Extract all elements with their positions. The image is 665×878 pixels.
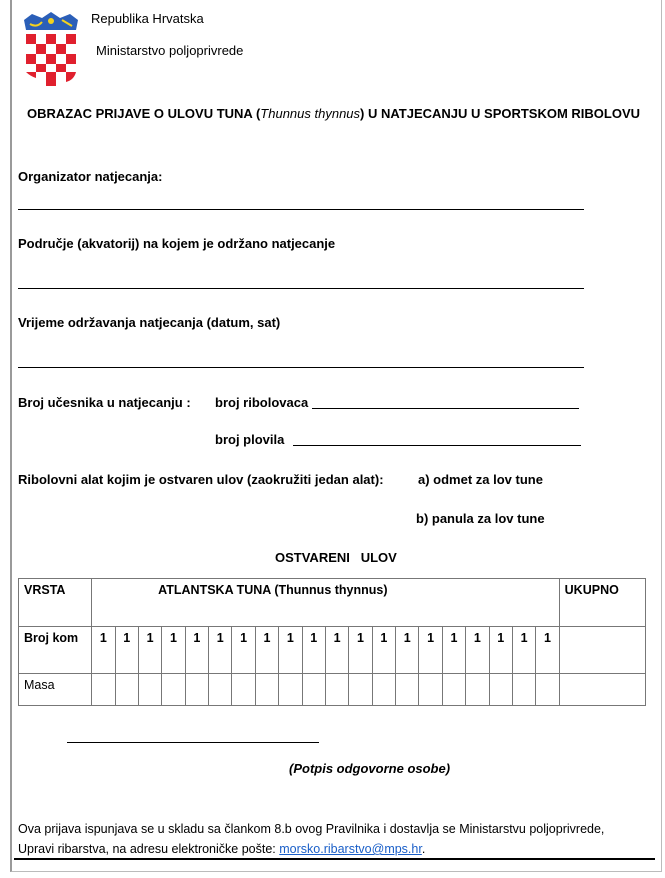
area-input-line[interactable]	[18, 288, 584, 289]
catch-heading: OSTVARENI ULOV	[275, 550, 397, 565]
footer-line-1: Ova prijava ispunjava se u skladu sa člankom 8.b ovog Pravilnika i dostavlja se Ministarstvu poljoprivrede,	[18, 822, 605, 836]
mass-cell[interactable]	[396, 674, 419, 706]
signature-line[interactable]	[67, 742, 319, 743]
participants-label: Broj učesnika u natjecanju :	[18, 395, 191, 410]
mass-cell[interactable]	[512, 674, 535, 706]
title-species: Thunnus thynnus	[260, 106, 361, 121]
count-cell[interactable]: 1	[138, 627, 161, 674]
mass-cell[interactable]	[349, 674, 372, 706]
count-cell[interactable]: 1	[302, 627, 325, 674]
mass-cell[interactable]	[138, 674, 161, 706]
mass-cell[interactable]	[92, 674, 115, 706]
country-name: Republika Hrvatska	[91, 11, 204, 26]
table-row	[19, 627, 646, 674]
anglers-label: broj ribolovaca	[215, 395, 309, 410]
gear-option-a[interactable]: a) odmet za lov tune	[418, 472, 543, 487]
count-cell[interactable]: 1	[255, 627, 278, 674]
count-cell[interactable]: 1	[209, 627, 232, 674]
mass-cell[interactable]	[372, 674, 395, 706]
organizer-input-line[interactable]	[18, 209, 584, 210]
mass-cell[interactable]	[255, 674, 278, 706]
gear-label: Ribolovni alat kojim je ostvaren ulov (zaokružiti jedan alat):	[18, 472, 384, 487]
mass-cell[interactable]	[419, 674, 442, 706]
mass-label: Masa	[19, 674, 92, 706]
vessels-label: broj plovila	[215, 432, 285, 447]
mass-cell[interactable]	[466, 674, 489, 706]
count-cell[interactable]: 1	[372, 627, 395, 674]
count-cell[interactable]: 1	[512, 627, 535, 674]
mass-cell[interactable]	[489, 674, 512, 706]
area-label: Područje (akvatorij) na kojem je održano natjecanje	[18, 236, 336, 251]
mass-cell[interactable]	[536, 674, 559, 706]
time-input-line[interactable]	[18, 367, 584, 368]
species-name: ATLANTSKA TUNA (Thunnus thynnus)	[92, 579, 560, 627]
total-cell[interactable]	[559, 674, 645, 706]
count-label: Broj kom	[19, 627, 92, 674]
count-cell[interactable]: 1	[419, 627, 442, 674]
ministry-name: Ministarstvo poljoprivrede	[96, 43, 244, 58]
email-link[interactable]: morsko.ribarstvo@mps.hr	[279, 842, 422, 856]
organizer-label: Organizator natjecanja:	[18, 169, 163, 184]
count-cell[interactable]: 1	[115, 627, 138, 674]
mass-cell[interactable]	[279, 674, 302, 706]
mass-cell[interactable]	[302, 674, 325, 706]
count-cell[interactable]: 1	[162, 627, 185, 674]
croatian-coat-of-arms-icon	[22, 10, 80, 88]
count-cell[interactable]: 1	[396, 627, 419, 674]
anglers-input-line[interactable]	[312, 408, 579, 409]
footer-line-2	[18, 842, 425, 856]
footer-end: .	[421, 842, 426, 856]
mass-cell[interactable]	[325, 674, 348, 706]
species-header: VRSTA	[19, 579, 92, 627]
gear-option-b[interactable]: b) panula za lov tune	[416, 511, 545, 526]
count-cell[interactable]: 1	[232, 627, 255, 674]
mass-cell[interactable]	[162, 674, 185, 706]
catch-table	[18, 578, 646, 706]
table-row	[19, 674, 646, 706]
total-cell[interactable]	[559, 627, 645, 674]
count-cell[interactable]: 1	[325, 627, 348, 674]
footer-rule	[14, 858, 655, 860]
title-part: ) U NATJECANJU U SPORTSKOM RIBOLOVU	[360, 106, 641, 121]
count-cell[interactable]: 1	[279, 627, 302, 674]
count-cell[interactable]: 1	[442, 627, 465, 674]
form-title	[27, 106, 640, 121]
count-cell[interactable]: 1	[489, 627, 512, 674]
count-cell[interactable]: 1	[536, 627, 559, 674]
time-label: Vrijeme održavanja natjecanja (datum, sat)	[18, 315, 281, 330]
vessels-input-line[interactable]	[293, 445, 581, 446]
signature-label: (Potpis odgovorne osobe)	[289, 761, 451, 776]
mass-cell[interactable]	[185, 674, 208, 706]
count-cell[interactable]: 1	[349, 627, 372, 674]
mass-cell[interactable]	[442, 674, 465, 706]
mass-cell[interactable]	[115, 674, 138, 706]
mass-cell[interactable]	[209, 674, 232, 706]
count-cell[interactable]: 1	[92, 627, 115, 674]
mass-cell[interactable]	[232, 674, 255, 706]
count-cell[interactable]: 1	[466, 627, 489, 674]
total-header: UKUPNO	[559, 579, 645, 627]
table-row	[19, 579, 646, 627]
count-cell[interactable]: 1	[185, 627, 208, 674]
footer-text: Upravi ribarstva, na adresu elektroničke pošte:	[18, 842, 280, 856]
title-part: OBRAZAC PRIJAVE O ULOVU TUNA (	[27, 106, 261, 121]
